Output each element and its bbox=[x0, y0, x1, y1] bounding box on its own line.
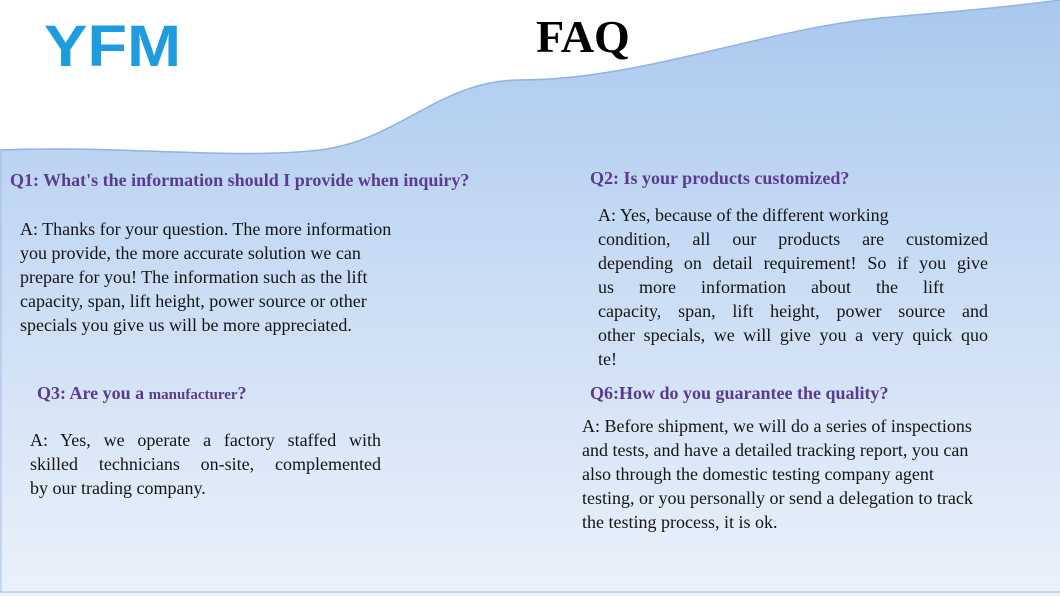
answer-line: specials you give us will be more appreciated. bbox=[20, 315, 352, 335]
answer-line: A: Before shipment, we will do a series of inspections bbox=[582, 416, 972, 436]
answer-line: A: Yes, we operate a factory staffed with bbox=[30, 430, 381, 450]
question-keyword: manufacturer bbox=[148, 387, 238, 403]
answer-line: by our trading company. bbox=[30, 478, 206, 498]
answer-line: you provide, the more accurate solution we can bbox=[20, 243, 361, 263]
answer-line: skilled technicians on-site, complemented bbox=[30, 454, 381, 474]
answer-line: capacity, span, lift height, power source and bbox=[598, 301, 988, 321]
question-suffix: ? bbox=[237, 383, 247, 403]
faq-answer-2 bbox=[598, 203, 988, 371]
faq-question-2: Q2: Is your products customized? bbox=[590, 168, 850, 188]
faq-question-1: Q1: What's the information should I provide when inquiry? bbox=[10, 170, 470, 190]
answer-line: us more information about the lift bbox=[598, 277, 944, 297]
faq-answer-6 bbox=[582, 414, 1022, 534]
answer-line: capacity, span, lift height, power source or other bbox=[20, 291, 367, 311]
answer-line: also through the domestic testing company agent bbox=[582, 464, 934, 484]
answer-line: condition, all our products are customized bbox=[598, 229, 988, 249]
answer-line: the testing process, it is ok. bbox=[582, 512, 778, 532]
answer-line: other specials, we will give you a very quick quo bbox=[598, 325, 988, 345]
answer-line: testing, or you personally or send a delegation to track bbox=[582, 488, 973, 508]
answer-line: A: Thanks for your question. The more information bbox=[20, 219, 392, 239]
faq-question-3 bbox=[37, 383, 247, 405]
answer-line: A: Yes, because of the different working bbox=[598, 205, 889, 225]
faq-answer-1 bbox=[20, 217, 450, 337]
answer-line: te! bbox=[598, 349, 617, 369]
question-prefix: Q3: Are you a bbox=[37, 383, 149, 403]
answer-line: depending on detail requirement! So if you give bbox=[598, 253, 988, 273]
faq-question-6: Q6:How do you guarantee the quality? bbox=[590, 383, 889, 403]
faq-answer-3 bbox=[30, 428, 381, 500]
answer-line: and tests, and have a detailed tracking report, you can bbox=[582, 440, 969, 460]
page-title: FAQ bbox=[536, 11, 630, 62]
brand-logo: YFM bbox=[44, 14, 182, 79]
answer-line: prepare for you! The information such as the lift bbox=[20, 267, 368, 287]
